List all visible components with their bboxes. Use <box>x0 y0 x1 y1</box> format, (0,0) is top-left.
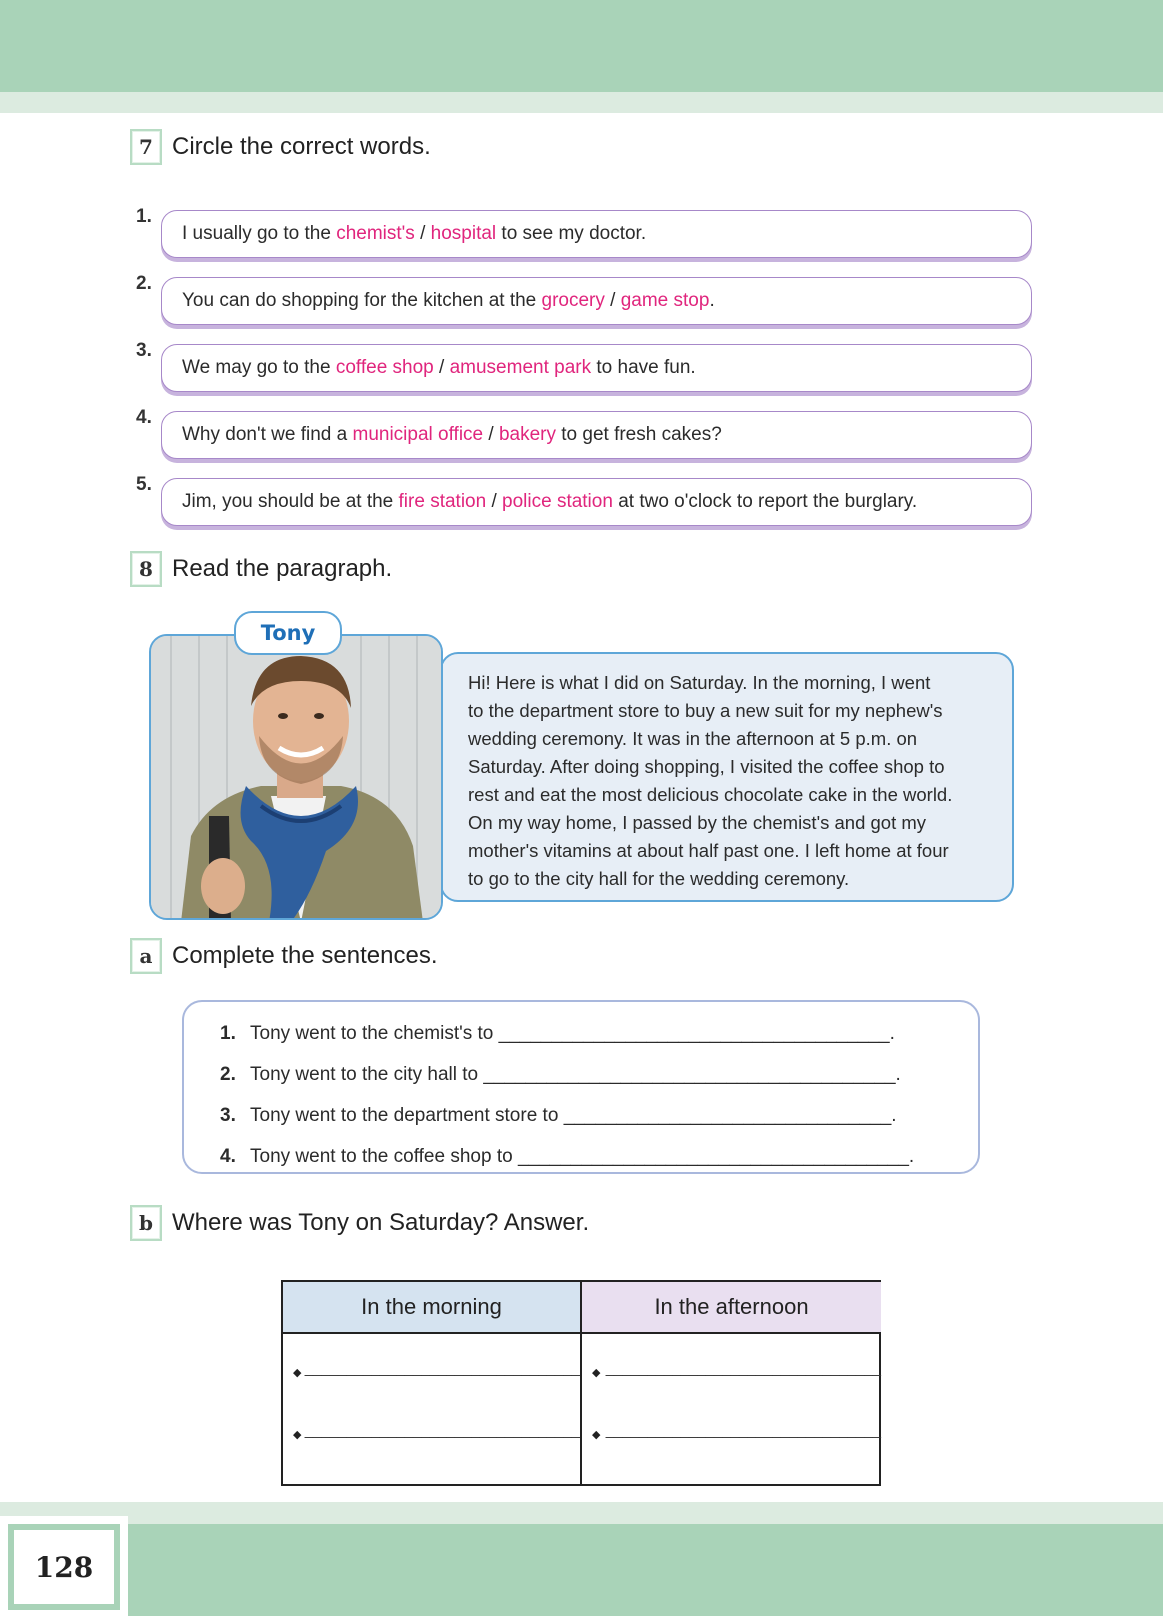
sentence-stem: Tony went to the department store to <box>250 1104 564 1126</box>
sentence-stem: Tony went to the coffee shop to <box>250 1145 518 1167</box>
top-band <box>0 0 1163 92</box>
question-row <box>134 472 1034 526</box>
sentence-text: to get fresh cakes? <box>555 424 722 445</box>
paragraph-line: mother's vitamins at about half past one. I left home at four <box>468 840 949 861</box>
answer-option[interactable]: bakery <box>498 424 556 445</box>
sentence-text: . <box>709 290 715 311</box>
question-sentence <box>161 277 1032 325</box>
question-row <box>134 271 1034 325</box>
table-header-morning: In the morning <box>283 1282 582 1334</box>
option-separator: / <box>486 491 503 512</box>
answer-option[interactable]: chemist's <box>336 223 415 244</box>
question-row <box>134 338 1034 392</box>
answer-option[interactable]: game stop <box>620 290 710 311</box>
man-portrait-illustration <box>151 636 443 920</box>
part-title: Where was Tony on Saturday? Answer. <box>172 1209 590 1236</box>
page-number-frame <box>8 1524 120 1610</box>
answer-option[interactable]: amusement park <box>449 357 592 378</box>
exercise-title: Circle the correct words. <box>172 133 431 160</box>
answer-blank[interactable]: _______________________________________. <box>483 1063 901 1085</box>
question-sentence <box>161 344 1032 392</box>
question-number: 2. <box>136 273 152 294</box>
part-title: Complete the sentences. <box>172 942 438 969</box>
sentence-text: at two o'clock to report the burglary. <box>612 491 918 512</box>
sentence-line <box>220 1136 978 1177</box>
paragraph-line: wedding ceremony. It was in the afternoon at 5 p.m. on <box>468 728 918 749</box>
answer-blank[interactable]: _____________________________________. <box>498 1022 895 1044</box>
name-tag: Tony <box>234 611 342 655</box>
option-separator: / <box>433 357 450 378</box>
sentence-text: Jim, you should be at the <box>182 491 399 512</box>
question-sentence <box>161 478 1032 526</box>
sentence-line <box>220 1095 978 1136</box>
sentence-line <box>220 1054 978 1095</box>
part-letter-badge: a <box>130 938 162 974</box>
answer-blank[interactable]: _________________________________ <box>304 1422 580 1439</box>
answer-option[interactable]: coffee shop <box>335 357 434 378</box>
sentence-number: 4. <box>220 1145 236 1167</box>
exercise-number-badge: 7 <box>130 129 162 165</box>
part-b-heading <box>130 1204 589 1242</box>
sentence-stem: Tony went to the city hall to <box>250 1063 484 1085</box>
option-separator: / <box>604 290 621 311</box>
question-number: 1. <box>136 206 152 227</box>
sentence-text: We may go to the <box>182 357 336 378</box>
question-number: 3. <box>136 340 152 361</box>
paragraph-box <box>440 652 1014 902</box>
question-number: 4. <box>136 407 152 428</box>
option-separator: / <box>414 223 431 244</box>
sentence-text: to see my doctor. <box>496 223 647 244</box>
sentence-number: 2. <box>220 1063 236 1085</box>
answer-blank[interactable]: _________________________________ <box>304 1360 580 1377</box>
answer-option[interactable]: municipal office <box>352 424 484 445</box>
exercise-title: Read the paragraph. <box>172 555 393 582</box>
page-number: 128 <box>14 1530 114 1604</box>
sentence-line <box>220 1013 978 1054</box>
diamond-bullet-icon: ◆ <box>592 1429 601 1441</box>
paragraph-line: Saturday. After doing shopping, I visited the coffee shop to <box>468 756 945 777</box>
sentence-text: to have fun. <box>591 357 696 378</box>
answer-blank[interactable]: _________________________________ <box>605 1360 881 1377</box>
bottom-band <box>0 1524 1163 1616</box>
part-letter-badge: b <box>130 1205 162 1241</box>
answer-blank[interactable]: _______________________________. <box>563 1104 897 1126</box>
exercise-number-badge: 8 <box>130 551 162 587</box>
question-sentence <box>161 411 1032 459</box>
bullet-line <box>293 1422 580 1484</box>
sentence-number: 1. <box>220 1022 236 1044</box>
exercise-7-heading <box>130 128 431 166</box>
tony-photo <box>149 634 443 920</box>
complete-sentences-box <box>182 1000 980 1174</box>
answer-option[interactable]: fire station <box>398 491 487 512</box>
answer-table <box>281 1280 881 1486</box>
sentence-text: You can do shopping for the kitchen at the <box>182 290 542 311</box>
part-a-heading <box>130 937 438 975</box>
sentence-number: 3. <box>220 1104 236 1126</box>
paragraph-line: to go to the city hall for the wedding ceremony. <box>468 868 850 889</box>
bullet-line <box>592 1360 881 1422</box>
bullet-line <box>592 1422 881 1484</box>
answer-option[interactable]: hospital <box>430 223 497 244</box>
option-separator: / <box>483 424 499 445</box>
answer-blank[interactable]: _____________________________________. <box>517 1145 915 1167</box>
bullet-line <box>293 1360 580 1422</box>
table-cell-afternoon <box>582 1334 881 1484</box>
top-band-stripe <box>0 92 1163 113</box>
diamond-bullet-icon: ◆ <box>293 1429 302 1441</box>
diamond-bullet-icon: ◆ <box>592 1367 601 1379</box>
question-row <box>134 204 1034 258</box>
bottom-band-stripe <box>0 1502 1163 1524</box>
sentence-text: I usually go to the <box>182 223 337 244</box>
question-number: 5. <box>136 474 152 495</box>
answer-option[interactable]: grocery <box>541 290 605 311</box>
table-cell-morning <box>283 1334 582 1484</box>
exercise-8-heading <box>130 550 392 588</box>
diamond-bullet-icon: ◆ <box>293 1367 302 1379</box>
paragraph-line: On my way home, I passed by the chemist's and got my <box>468 812 927 833</box>
answer-blank[interactable]: _________________________________ <box>605 1422 881 1439</box>
sentence-text: Why don't we find a <box>182 424 353 445</box>
paragraph-line: rest and eat the most delicious chocolate cake in the world. <box>468 784 953 805</box>
question-sentence <box>161 210 1032 258</box>
paragraph-line: to the department store to buy a new suit for my nephew's <box>468 700 943 721</box>
sentence-stem: Tony went to the chemist's to <box>250 1022 499 1044</box>
answer-option[interactable]: police station <box>502 491 613 512</box>
table-header-afternoon: In the afternoon <box>582 1282 881 1334</box>
question-row <box>134 405 1034 459</box>
paragraph-line: Hi! Here is what I did on Saturday. In the morning, I went <box>468 672 931 693</box>
